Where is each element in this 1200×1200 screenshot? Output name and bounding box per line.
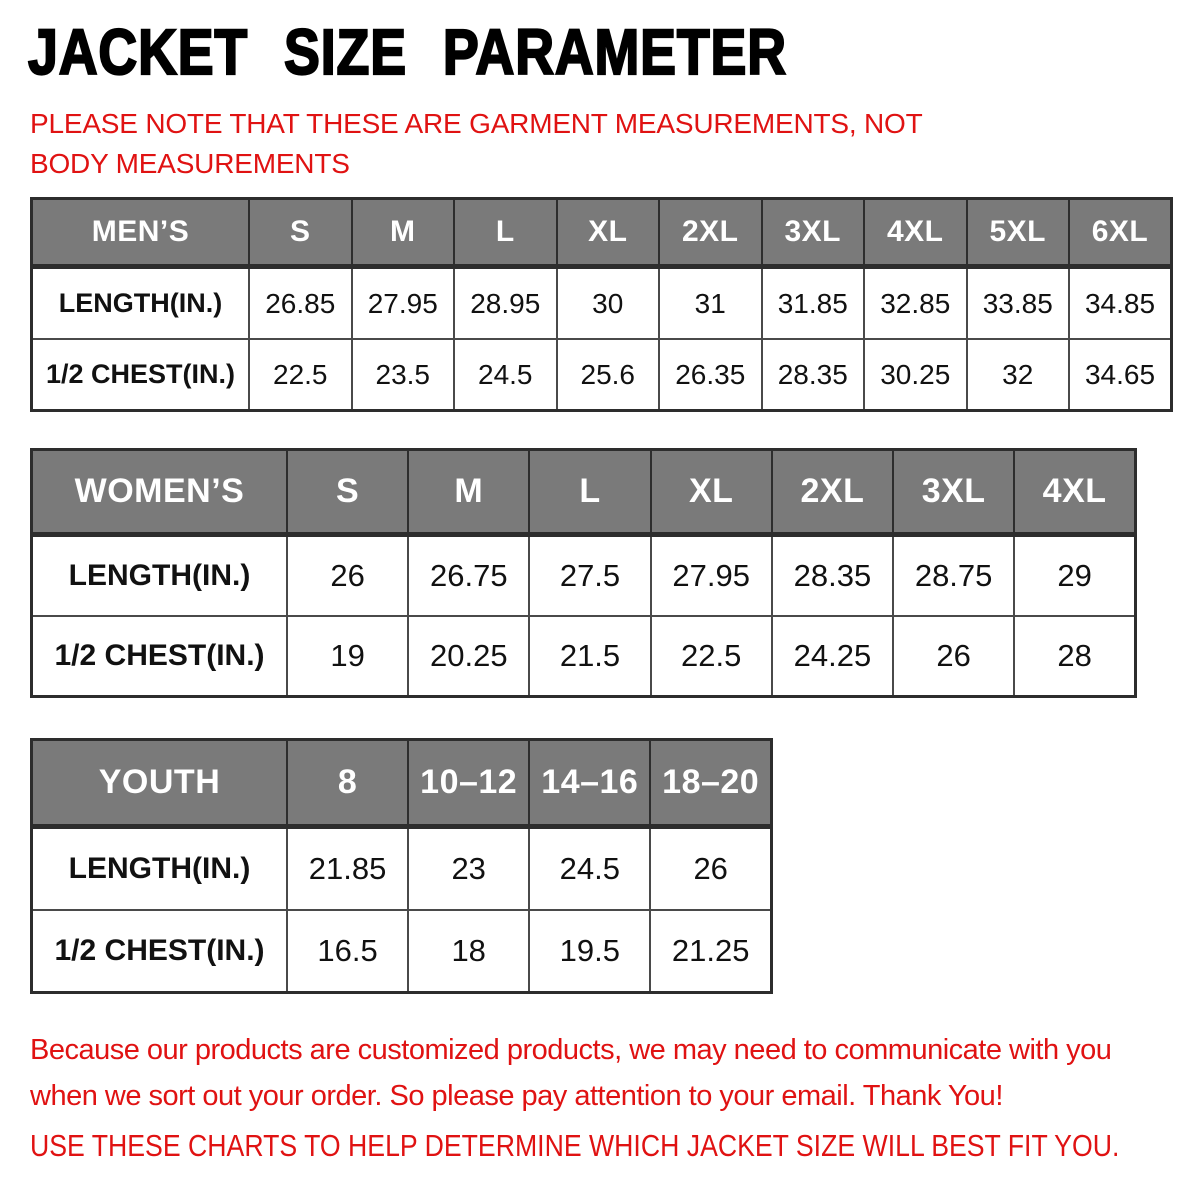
header-row [32,740,772,827]
size-column-header: 5XL [967,199,1070,267]
garment-measurement-note: PLEASE NOTE THAT THESE ARE GARMENT MEASUREMENTS, NOT BODY MEASUREMENTS [30,108,923,179]
size-column-header: M [408,450,529,535]
measurement-row-label: LENGTH(IN.) [32,535,288,617]
measurement-value: 21.85 [287,827,408,911]
size-column-header: M [352,199,455,267]
measurement-row [32,616,1136,697]
size-column-header: 8 [287,740,408,827]
measurement-row-label: 1/2 CHEST(IN.) [32,616,288,697]
measurement-value: 34.85 [1069,267,1172,340]
size-column-header: 4XL [864,199,967,267]
measurement-row [32,339,1172,411]
table-title-cell: MEN’S [32,199,250,267]
measurement-value: 27.95 [651,535,772,617]
measurement-value: 26 [650,827,771,911]
size-column-header: 6XL [1069,199,1172,267]
measurement-row-label: 1/2 CHEST(IN.) [32,910,288,993]
measurement-value: 27.95 [352,267,455,340]
size-column-header: L [529,450,650,535]
measurement-value: 28.35 [772,535,893,617]
measurement-value: 22.5 [651,616,772,697]
measurement-value: 19.5 [529,910,650,993]
measurement-value: 32.85 [864,267,967,340]
header-row [32,199,1172,267]
measurement-value: 31 [659,267,762,340]
measurement-value: 26.75 [408,535,529,617]
measurement-value: 29 [1014,535,1135,617]
header-row [32,450,1136,535]
measurement-row-label: LENGTH(IN.) [32,827,288,911]
measurement-row [32,910,772,993]
size-column-header: 2XL [772,450,893,535]
measurement-value: 23.5 [352,339,455,411]
measurement-value: 28 [1014,616,1135,697]
size-column-header: XL [651,450,772,535]
size-column-header: 18–20 [650,740,771,827]
youth-size-table [30,738,773,994]
usage-note: USE THESE CHARTS TO HELP DETERMINE WHICH JACKET SIZE WILL BEST FIT YOU. [30,1128,1120,1163]
measurement-row [32,827,772,911]
mens-size-table [30,197,1173,412]
measurement-value: 21.25 [650,910,771,993]
size-column-header: 14–16 [529,740,650,827]
size-column-header: 10–12 [408,740,529,827]
customization-note: Because our products are customized products, we may need to communicate with you when we sort out your order. So please pay attention to your email. Thank You! [30,1034,1112,1112]
size-column-header: 2XL [659,199,762,267]
measurement-value: 19 [287,616,408,697]
measurement-value: 27.5 [529,535,650,617]
measurement-value: 16.5 [287,910,408,993]
measurement-value: 26 [893,616,1014,697]
measurement-row-label: LENGTH(IN.) [32,267,250,340]
size-column-header: XL [557,199,660,267]
table-title-cell: WOMEN’S [32,450,288,535]
measurement-value: 28.75 [893,535,1014,617]
size-column-header: 3XL [762,199,865,267]
measurement-value: 18 [408,910,529,993]
measurement-value: 31.85 [762,267,865,340]
measurement-value: 28.95 [454,267,557,340]
measurement-value: 26 [287,535,408,617]
measurement-value: 26.85 [249,267,352,340]
size-column-header: 3XL [893,450,1014,535]
table-title-cell: YOUTH [32,740,288,827]
page-title: JACKET SIZE PARAMETER [28,16,787,88]
measurement-value: 22.5 [249,339,352,411]
measurement-value: 26.35 [659,339,762,411]
measurement-value: 30.25 [864,339,967,411]
measurement-value: 25.6 [557,339,660,411]
measurement-value: 33.85 [967,267,1070,340]
measurement-value: 30 [557,267,660,340]
womens-size-table [30,448,1137,698]
measurement-value: 32 [967,339,1070,411]
measurement-value: 28.35 [762,339,865,411]
measurement-value: 24.25 [772,616,893,697]
measurement-value: 23 [408,827,529,911]
size-column-header: S [249,199,352,267]
measurement-value: 24.5 [454,339,557,411]
measurement-value: 20.25 [408,616,529,697]
measurement-row [32,535,1136,617]
measurement-value: 34.65 [1069,339,1172,411]
size-column-header: L [454,199,557,267]
size-column-header: 4XL [1014,450,1135,535]
measurement-value: 21.5 [529,616,650,697]
size-column-header: S [287,450,408,535]
measurement-row-label: 1/2 CHEST(IN.) [32,339,250,411]
measurement-value: 24.5 [529,827,650,911]
measurement-row [32,267,1172,340]
